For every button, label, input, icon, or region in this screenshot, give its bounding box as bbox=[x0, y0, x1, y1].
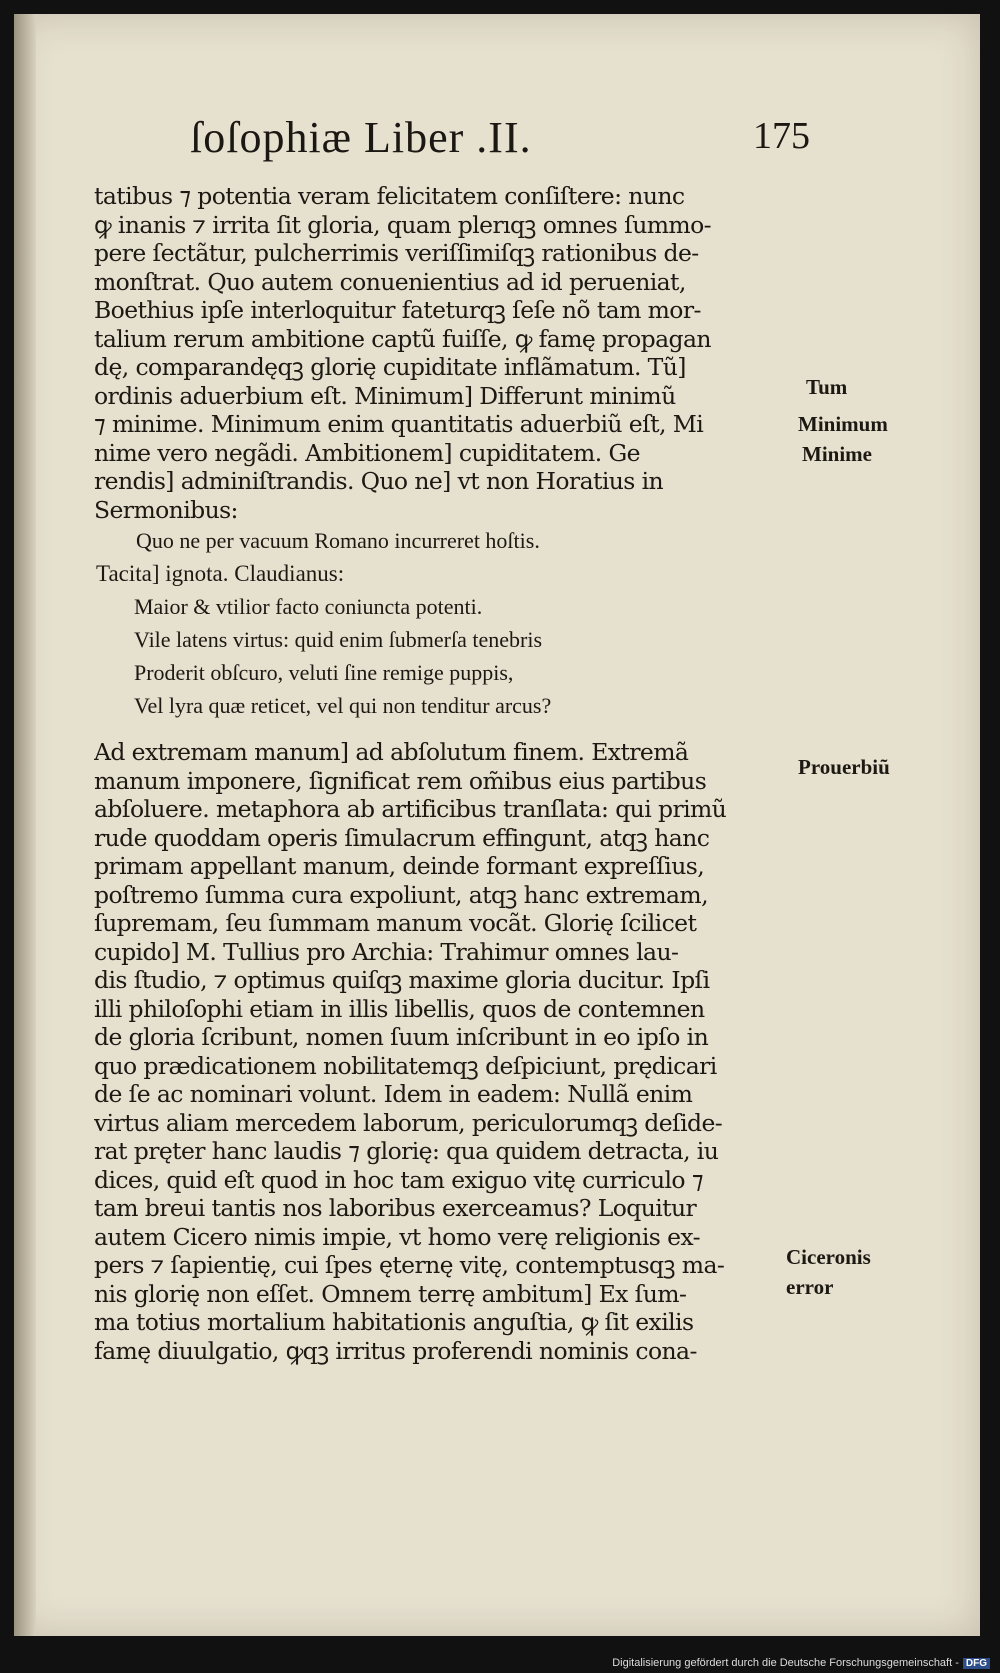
text-line: ꝙ inanis ⁊ irrita ſit gloria, quam plerıqꝫ omnes ſummo- bbox=[94, 210, 712, 239]
text-line: autem Cicero nimis impie, vt homo verę religionis ex- bbox=[94, 1222, 700, 1251]
digitization-credit bbox=[0, 1657, 990, 1669]
claudian-verse: Vile latens virtus: quid enim ſubmerſa tenebris bbox=[134, 627, 543, 652]
text-line: rude quoddam operis ſimulacrum effingunt, atqꝫ hanc bbox=[94, 823, 710, 852]
text-line: quo prædicationem nobilitatemqꝫ deſpiciunt, prędicari bbox=[94, 1051, 717, 1080]
text-line: poſtremo ſumma cura expoliunt, atqꝫ hanc extremam, bbox=[94, 880, 708, 909]
text-line: rendis] adminiſtrandis. Quo ne] vt non Horatius in bbox=[94, 467, 664, 495]
text-line: de gloria ſcribunt, nomen ſuum inſcribunt in eo ipſo in bbox=[94, 1023, 709, 1051]
text-line: Ad extremam manum] ad abſolutum finem. Extremã bbox=[94, 738, 689, 766]
text-line: ſupremam, ſeu ſummam manum vocãt. Glorię ſcilicet bbox=[94, 909, 697, 937]
text-line: cupido] M. Tullius pro Archia: Trahimur omnes lau- bbox=[94, 937, 679, 966]
running-title: ſoſophiæ Liber .II. bbox=[190, 113, 532, 162]
marginal-note-minimum: Minimum bbox=[798, 412, 888, 436]
text-line: rat pręter hanc laudis ⁊ glorię: qua quidem detracta, iu bbox=[94, 1137, 719, 1165]
claudian-verse: Maior & vtilior facto coniuncta potenti. bbox=[134, 594, 483, 619]
text-line: de ſe ac nominari volunt. Idem in eadem: Nullã enim bbox=[94, 1080, 693, 1108]
marginal-note-ciceronis: Ciceronis bbox=[786, 1245, 871, 1269]
marginal-note-proverbium: Prouerbiũ bbox=[798, 755, 890, 779]
text-line: talium rerum ambitione captũ fuiſſe, ꝙ famę propagan bbox=[94, 324, 711, 353]
text-line: ma totius mortalium habitationis anguſtia, ꝙ ſit exilis bbox=[94, 1308, 694, 1336]
horace-quote: Quo ne per vacuum Romano incurreret hoſtis. bbox=[136, 528, 540, 553]
text-line: abſoluere. metaphora ab artificibus tranſlata: qui primũ bbox=[94, 795, 727, 823]
text-line: Boethius ipſe interloquitur fateturqꝫ ſeſe nõ tam mor- bbox=[94, 296, 701, 324]
claudian-verse: Proderit obſcuro, veluti ſine remige puppis, bbox=[134, 660, 514, 685]
page-number: 175 bbox=[753, 115, 810, 157]
text-line: primam appellant manum, deinde formant expreſſius, bbox=[94, 852, 705, 880]
text-line: virtus aliam mercedem laborum, periculorumqꝫ deſide- bbox=[94, 1108, 723, 1137]
main-text bbox=[94, 182, 806, 1365]
text-line: manum imponere, ſignificat rem om̃ibus eius partibus bbox=[94, 766, 707, 795]
page-gutter bbox=[14, 14, 36, 1636]
text-line: dis ſtudio, ⁊ optimus quiſqꝫ maxime gloria ducitur. Ipſi bbox=[94, 966, 710, 994]
text-line: dices, quid eſt quod in hoc tam exiguo vitę curriculo ⁊ bbox=[94, 1165, 703, 1194]
text-line: pers ⁊ ſapientię, cui ſpes ęternę vitę, contemptusqꝫ ma- bbox=[94, 1251, 725, 1279]
text-line: famę diuulgatio, ꝙqꝫ irritus proferendi nominis cona- bbox=[94, 1336, 697, 1365]
text-line: tam breui tantis nos laboribus exerceamus? Loquitur bbox=[94, 1194, 697, 1222]
claudian-verse: Vel lyra quæ reticet, vel qui non tenditur arcus? bbox=[134, 693, 552, 718]
dfg-logo: DFG bbox=[963, 1658, 990, 1669]
text-line: nime vero negãdi. Ambitionem] cupiditatem. Ge bbox=[94, 438, 640, 467]
marginal-note-tum: Tum bbox=[806, 375, 848, 399]
text-line: monſtrat. Quo autem conuenientius ad id perueniat, bbox=[94, 267, 686, 296]
marginal-note-error: error bbox=[786, 1275, 834, 1299]
text-line: illi philoſophi etiam in illis libellis, quos de contemnen bbox=[94, 994, 705, 1023]
credit-text: Digitalisierung gefördert durch die Deutsche Forschungsgemeinschaft - bbox=[612, 1657, 959, 1669]
text-line: tatibus ⁊ potentia veram felicitatem conſiſtere: nunc bbox=[94, 182, 685, 210]
page-header bbox=[190, 112, 830, 172]
text-line: ⁊ minime. Minimum enim quantitatis aduerbiũ eſt, Mi bbox=[94, 410, 704, 438]
claudian-lemma: Tacita] ignota. Claudianus: bbox=[96, 561, 345, 586]
text-line: ordinis aduerbium eſt. Minimum] Differunt minimũ bbox=[94, 381, 676, 410]
marginal-note-minime: Minime bbox=[802, 442, 872, 466]
text-line: Sermonibus: bbox=[94, 495, 238, 524]
spacer bbox=[94, 722, 806, 738]
text-line: dę, comparandęqꝫ glorię cupiditate inflãmatum. Tũ] bbox=[94, 353, 686, 381]
text-line: nis glorię non eſſet. Omnem terrę ambitum] Ex ſum- bbox=[94, 1279, 687, 1308]
text-line: pere ſectãtur, pulcherrimis veriſſimiſqꝫ rationibus de- bbox=[94, 239, 699, 267]
